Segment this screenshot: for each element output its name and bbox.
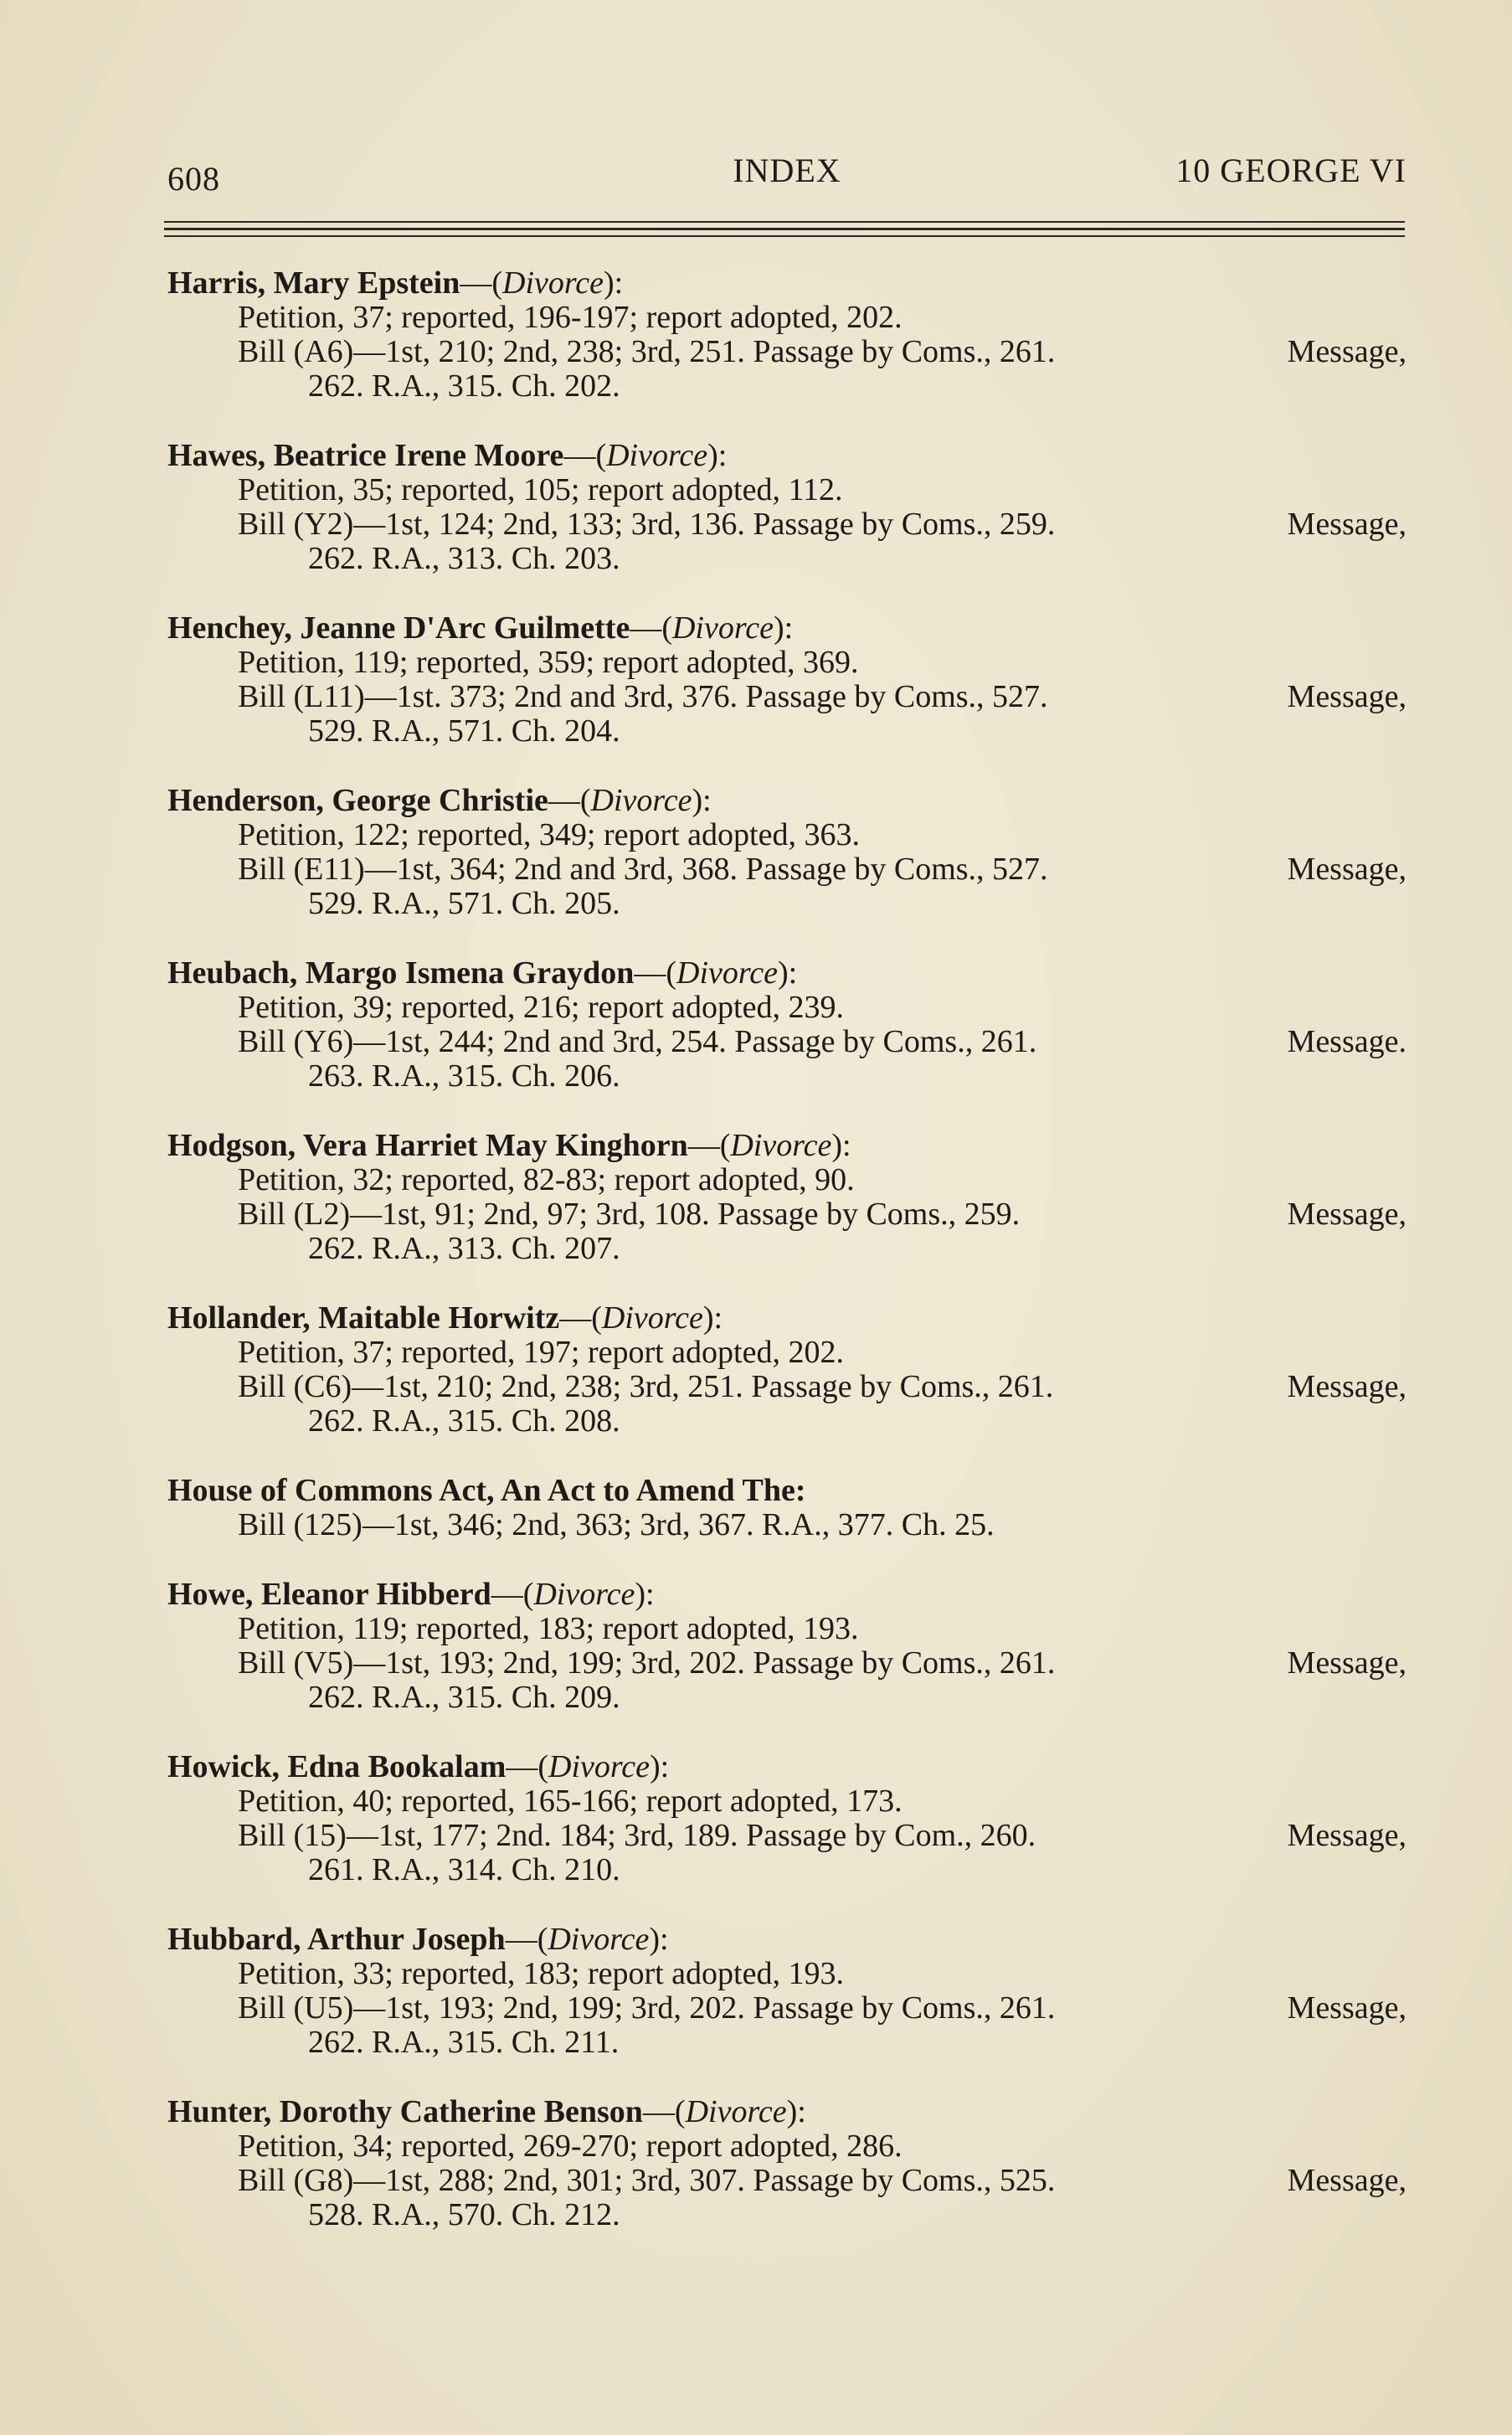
entry-name: Henchey, Jeanne D'Arc Guilmette [167, 610, 630, 646]
entry-heading: Howick, Edna Bookalam—(Divorce): [167, 1749, 670, 1784]
bill-text: Bill (15)—1st, 177; 2nd. 184; 3rd, 189. Passage by Com., 260. [238, 1818, 1036, 1853]
entry-heading [167, 1474, 1415, 1508]
entry-name: Hawes, Beatrice Irene Moore [167, 438, 564, 473]
message-label: Message, [1287, 1990, 1407, 2026]
entry-kind: Divorce [601, 1300, 703, 1336]
continuation-line: 262. R.A., 315. Ch. 211. [308, 2025, 620, 2060]
bill-line [167, 1646, 1415, 1681]
continuation-line: 262. R.A., 313. Ch. 203. [308, 541, 620, 576]
continuation-line: 529. R.A., 571. Ch. 205. [308, 886, 620, 921]
bill-text: Bill (Y2)—1st, 124; 2nd, 133; 3rd, 136. Passage by Coms., 259. [238, 507, 1056, 542]
index-entry [167, 956, 1415, 1129]
index-entry [167, 1923, 1415, 2095]
message-label: Message, [1287, 334, 1407, 369]
message-label: Message. [1287, 1024, 1407, 1059]
reign-label: 10 GEORGE VI [1175, 152, 1407, 189]
continuation-line: 262. R.A., 315. Ch. 209. [308, 1680, 620, 1715]
entry-heading: Hubbard, Arthur Joseph—(Divorce): [167, 1922, 669, 1957]
entry-heading: Henchey, Jeanne D'Arc Guilmette—(Divorce): [167, 610, 794, 646]
message-label: Message, [1287, 507, 1407, 542]
petition-line: Petition, 122; reported, 349; report adopted, 363. [238, 817, 860, 852]
entry-name: Harris, Mary Epstein [167, 265, 460, 301]
message-label: Message, [1287, 1645, 1407, 1681]
index-entry [167, 784, 1415, 956]
continuation-line: 529. R.A., 571. Ch. 204. [308, 713, 620, 749]
entry-kind: Divorce [502, 265, 604, 301]
petition-line: Petition, 40; reported, 165-166; report adopted, 173. [238, 1784, 903, 1819]
entry-name: Heubach, Margo Ismena Graydon [167, 955, 635, 991]
petition-line: Petition, 37; reported, 197; report adopted, 202. [238, 1335, 844, 1370]
entry-heading: Howe, Eleanor Hibberd—(Divorce): [167, 1577, 655, 1612]
page-title: INDEX [733, 152, 841, 189]
header-rule-middle [164, 228, 1405, 230]
bill-line [167, 852, 1415, 887]
petition-line: Petition, 32; reported, 82-83; report adopted, 90. [238, 1162, 855, 1197]
petition-line: Petition, 39; reported, 216; report adopted, 239. [238, 990, 844, 1025]
entry-kind: Divorce [685, 2094, 787, 2129]
continuation-line: 261. R.A., 314. Ch. 210. [308, 1852, 620, 1887]
bill-line [167, 335, 1415, 369]
continuation-line: 263. R.A., 315. Ch. 206. [308, 1058, 620, 1094]
entry-kind: Divorce [548, 1922, 650, 1957]
bill-text: Bill (Y6)—1st, 244; 2nd and 3rd, 254. Passage by Coms., 261. [238, 1024, 1037, 1059]
petition-line: Petition, 119; reported, 359; report adopted, 369. [238, 645, 859, 680]
index-entry [167, 439, 1415, 611]
continuation-line: 262. R.A., 313. Ch. 207. [308, 1231, 620, 1266]
entry-heading: Hawes, Beatrice Irene Moore—(Divorce): [167, 438, 728, 473]
entry-name: Hollander, Maitable Horwitz [167, 1300, 560, 1336]
entry-heading: Harris, Mary Epstein—(Divorce): [167, 265, 624, 301]
entry-kind: Divorce [676, 955, 778, 991]
petition-line: Petition, 119; reported, 183; report adopted, 193. [238, 1611, 859, 1646]
entry-kind: Divorce [533, 1577, 635, 1612]
entry-name: House of Commons Act, An Act to Amend The: [167, 1473, 806, 1508]
bill-text: Bill (U5)—1st, 193; 2nd, 199; 3rd, 202. Passage by Coms., 261. [238, 1990, 1056, 2026]
entry-name: Howe, Eleanor Hibberd [167, 1577, 491, 1612]
petition-line: Petition, 35; reported, 105; report adopted, 112. [238, 472, 843, 507]
entry-kind: Divorce [730, 1128, 832, 1163]
bill-text: Bill (L11)—1st. 373; 2nd and 3rd, 376. Passage by Coms., 527. [238, 679, 1048, 714]
entry-heading: Heubach, Margo Ismena Graydon—(Divorce): [167, 955, 798, 991]
header-rule-top [164, 221, 1405, 223]
message-label: Message, [1287, 1197, 1407, 1232]
bill-text: Bill (E11)—1st, 364; 2nd and 3rd, 368. Passage by Coms., 527. [238, 852, 1048, 887]
petition-line: Petition, 37; reported, 196-197; report adopted, 202. [238, 300, 903, 335]
entry-name: Henderson, George Christie [167, 783, 548, 818]
bill-line [167, 507, 1415, 542]
bill-line: Bill (125)—1st, 346; 2nd, 363; 3rd, 367. R.A., 377. Ch. 25. [238, 1507, 995, 1542]
bill-text: Bill (A6)—1st, 210; 2nd, 238; 3rd, 251. Passage by Coms., 261. [238, 334, 1056, 369]
entry-heading: Henderson, George Christie—(Divorce): [167, 783, 712, 818]
index-entry [167, 266, 1415, 439]
page-number: 608 [167, 160, 220, 198]
petition-line: Petition, 33; reported, 183; report adopted, 193. [238, 1956, 844, 1991]
bill-line [167, 1819, 1415, 1853]
entry-heading: Hodgson, Vera Harriet May Kinghorn—(Divorce): [167, 1128, 851, 1163]
index-entry [167, 1301, 1415, 1474]
running-header [167, 151, 1407, 201]
index-entry [167, 2095, 1415, 2268]
bill-line [167, 1991, 1415, 2026]
bill-line [167, 2164, 1415, 2198]
index-entry [167, 1578, 1415, 1750]
entry-name: Howick, Edna Bookalam [167, 1749, 507, 1784]
index-entry [167, 611, 1415, 784]
message-label: Message, [1287, 1369, 1407, 1404]
bill-line [167, 1197, 1415, 1232]
continuation-line: 262. R.A., 315. Ch. 208. [308, 1403, 620, 1439]
header-rule-bottom [164, 235, 1405, 237]
entry-name: Hodgson, Vera Harriet May Kinghorn [167, 1128, 688, 1163]
message-label: Message, [1287, 679, 1407, 714]
entry-kind: Divorce [671, 610, 774, 646]
index-entries [167, 266, 1415, 2268]
index-entry [167, 1129, 1415, 1301]
index-entry [167, 1474, 1415, 1578]
message-label: Message, [1287, 852, 1407, 887]
bill-text: Bill (L2)—1st, 91; 2nd, 97; 3rd, 108. Passage by Coms., 259. [238, 1197, 1021, 1232]
entry-kind: Divorce [590, 783, 692, 818]
bill-text: Bill (V5)—1st, 193; 2nd, 199; 3rd, 202. Passage by Coms., 261. [238, 1645, 1056, 1681]
continuation-line: 262. R.A., 315. Ch. 202. [308, 368, 620, 404]
entry-name: Hubbard, Arthur Joseph [167, 1922, 506, 1957]
message-label: Message, [1287, 2163, 1407, 2198]
entry-name: Hunter, Dorothy Catherine Benson [167, 2094, 643, 2129]
bill-line [167, 1025, 1415, 1059]
entry-kind: Divorce [548, 1749, 651, 1784]
message-label: Message, [1287, 1818, 1407, 1853]
bill-text: Bill (G8)—1st, 288; 2nd, 301; 3rd, 307. Passage by Coms., 525. [238, 2163, 1056, 2198]
petition-line: Petition, 34; reported, 269-270; report adopted, 286. [238, 2129, 903, 2164]
index-entry [167, 1750, 1415, 1923]
entry-heading: Hunter, Dorothy Catherine Benson—(Divorce): [167, 2094, 806, 2129]
bill-text: Bill (C6)—1st, 210; 2nd, 238; 3rd, 251. Passage by Coms., 261. [238, 1369, 1054, 1404]
bill-line [167, 680, 1415, 714]
entry-heading: Hollander, Maitable Horwitz—(Divorce): [167, 1300, 723, 1336]
bill-line [167, 1370, 1415, 1404]
entry-kind: Divorce [606, 438, 708, 473]
continuation-line: 528. R.A., 570. Ch. 212. [308, 2197, 620, 2232]
